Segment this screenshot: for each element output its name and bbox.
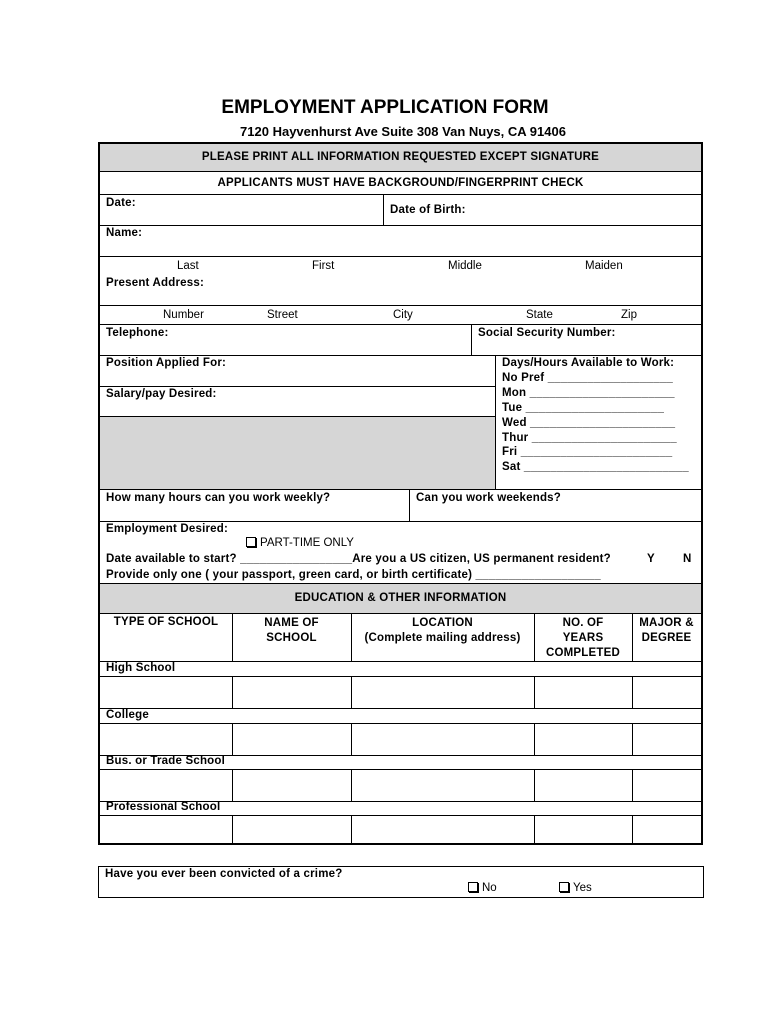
availability-no-pref: No Pref ___________________ [502,372,674,384]
availability-fri: Fri _______________________ [502,446,673,458]
crime-question: Have you ever been convicted of a crime? [105,868,343,880]
name-first-caption: First [312,260,335,272]
weekends-label: Can you work weekends? [416,492,561,504]
provide-one-label: Provide only one ( your passport, green card, or birth certificate) ___________________ [106,569,601,581]
row-college: College [106,709,149,721]
part-time-label: PART-TIME ONLY [260,537,354,549]
gray-filler [100,417,495,489]
date-available-label: Date available to start? _________________Are you a US citizen, US permanent resident? [106,553,611,565]
row-high-school: High School [106,662,176,674]
availability-wed: Wed ______________________ [502,417,676,429]
availability-heading: Days/Hours Available to Work: [502,357,675,369]
company-address: 7120 Hayvenhurst Ave Suite 308 Van Nuys, CA 91406 [240,124,566,139]
address-zip-caption: Zip [621,309,637,321]
row-trade-school: Bus. or Trade School [106,755,226,767]
crime-yes-checkbox[interactable] [559,882,569,892]
date-label: Date: [106,197,136,209]
crime-yes-label: Yes [573,882,592,894]
address-number-caption: Number [163,309,204,321]
availability-thur: Thur ______________________ [502,432,677,444]
fingerprint-notice: APPLICANTS MUST HAVE BACKGROUND/FINGERPRINT CHECK [217,177,584,189]
dob-label: Date of Birth: [390,204,466,216]
address-street-caption: Street [267,309,298,321]
crime-no-label: No [482,882,497,894]
position-label: Position Applied For: [106,357,227,369]
ssn-label: Social Security Number: [478,327,616,339]
col-major-degree: MAJOR & DEGREE [639,617,694,644]
availability-tue: Tue _____________________ [502,402,665,414]
availability-sat: Sat _________________________ [502,461,689,473]
employment-desired-label: Employment Desired: [106,523,229,535]
name-label: Name: [106,227,143,239]
salary-label: Salary/pay Desired: [106,388,217,400]
crime-no-checkbox[interactable] [468,882,478,892]
address-city-caption: City [393,309,413,321]
print-notice: PLEASE PRINT ALL INFORMATION REQUESTED EXCEPT SIGNATURE [201,151,600,163]
hours-weekly-label: How many hours can you work weekly? [106,492,331,504]
citizen-no: N [683,553,692,565]
education-heading: EDUCATION & OTHER INFORMATION [294,592,507,604]
name-maiden-caption: Maiden [585,260,623,272]
part-time-checkbox[interactable] [246,537,256,547]
name-last-caption: Last [177,260,199,272]
row-professional-school: Professional School [106,801,221,813]
col-type-of-school: TYPE OF SCHOOL [113,616,219,628]
telephone-label: Telephone: [106,327,169,339]
citizen-yes: Y [647,553,655,565]
col-name-of-school: NAME OF SCHOOL [264,617,319,644]
crime-yes-option[interactable] [559,882,592,894]
page-title: EMPLOYMENT APPLICATION FORM [221,97,549,118]
address-label: Present Address: [106,277,205,289]
col-years-completed: NO. OF YEARS COMPLETED [546,617,620,659]
availability-mon: Mon ______________________ [502,387,675,399]
part-time-option[interactable] [246,537,354,549]
address-state-caption: State [526,309,553,321]
crime-no-option[interactable] [468,882,497,894]
col-location: LOCATION (Complete mailing address) [364,617,521,644]
application-form [98,142,703,845]
name-middle-caption: Middle [448,260,482,272]
crime-question-box [98,866,704,898]
